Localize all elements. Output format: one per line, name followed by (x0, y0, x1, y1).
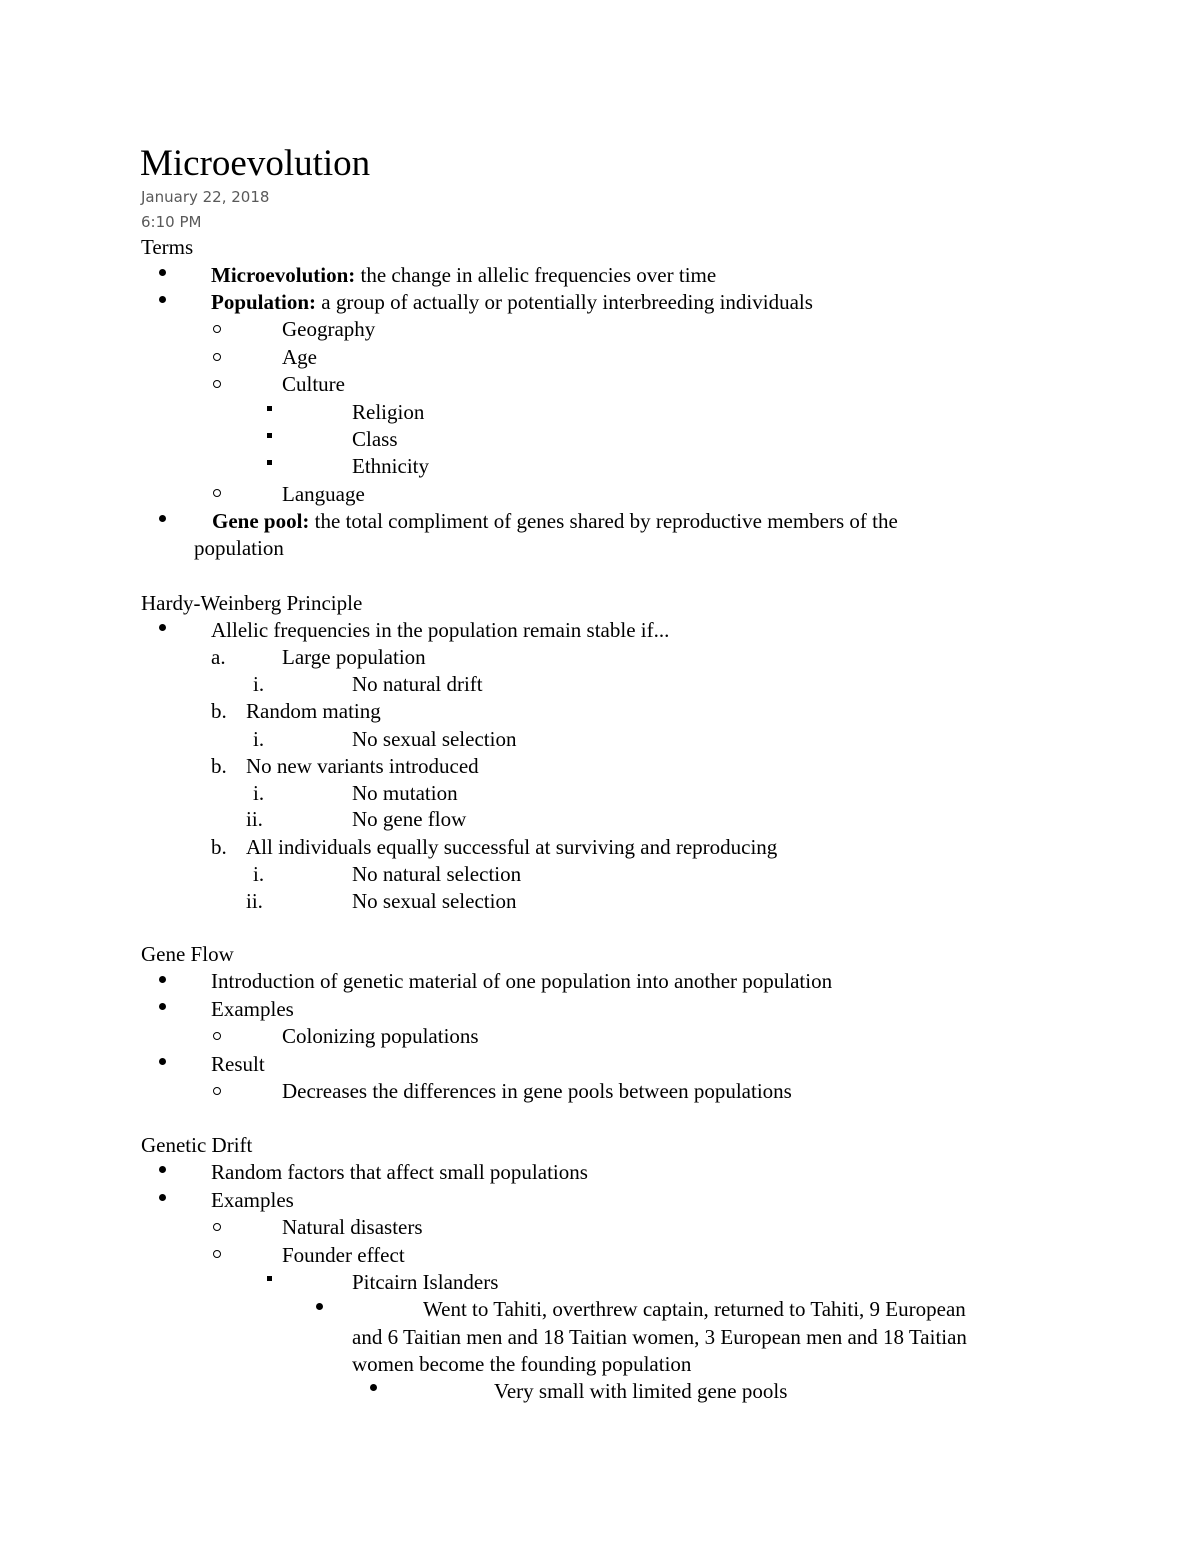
square-bullet-icon (267, 406, 272, 411)
square-bullet-icon (267, 433, 272, 438)
circle-bullet-icon (213, 1087, 221, 1095)
list-item: Allelic frequencies in the population remain stable if... (211, 618, 670, 642)
circle-bullet-icon (213, 489, 221, 497)
list-item: Language (282, 482, 365, 506)
page-title: Microevolution (140, 143, 371, 184)
list-item: Colonizing populations (282, 1024, 479, 1048)
list-item: Ethnicity (352, 454, 429, 478)
list-item: Class (352, 427, 398, 451)
note-time: 6:10 PM (141, 213, 202, 231)
list-marker: i. (253, 672, 265, 696)
bullet-icon (159, 1058, 166, 1065)
list-item-population (211, 289, 813, 316)
note-date: January 22, 2018 (141, 188, 270, 206)
section-heading-terms: Terms (141, 235, 194, 259)
list-item: Pitcairn Islanders (352, 1270, 499, 1294)
bullet-icon (159, 296, 166, 303)
condition-sub-item: No natural selection (352, 862, 522, 886)
list-item: Geography (282, 317, 376, 341)
square-bullet-icon (267, 460, 272, 465)
term-definition: a group of actually or potentially interbreeding individuals (316, 290, 813, 314)
term-definition: the change in allelic frequencies over time (355, 263, 717, 287)
story-line: Went to Tahiti, overthrew captain, returned to Tahiti, 9 European (423, 1297, 966, 1321)
list-marker: i. (253, 781, 265, 805)
list-item: Result (211, 1052, 265, 1076)
square-bullet-icon (267, 1276, 272, 1281)
list-item: Culture (282, 372, 345, 396)
circle-bullet-icon (213, 1223, 221, 1231)
section-heading-hardy-weinberg: Hardy-Weinberg Principle (141, 591, 363, 615)
story-line: women become the founding population (352, 1352, 692, 1376)
bullet-icon (159, 1003, 166, 1010)
list-item-gene-pool (212, 508, 898, 535)
condition-sub-item: No natural drift (352, 672, 483, 696)
condition-sub-item: No mutation (352, 781, 458, 805)
bullet-icon (159, 269, 166, 276)
circle-bullet-icon (213, 325, 221, 333)
list-marker: ii. (246, 889, 263, 913)
bullet-icon (159, 624, 166, 631)
list-item-microevolution (211, 262, 716, 289)
bullet-icon (159, 515, 166, 522)
list-item: Decreases the differences in gene pools between populations (282, 1079, 792, 1103)
list-item: Natural disasters (282, 1215, 423, 1239)
list-marker: b. (211, 835, 227, 859)
condition-sub-item: No sexual selection (352, 727, 517, 751)
term-label: Gene pool: (212, 509, 310, 533)
list-item: Very small with limited gene pools (494, 1379, 788, 1403)
term-label: Microevolution: (211, 263, 356, 287)
condition-item: No new variants introduced (246, 754, 479, 778)
circle-bullet-icon (213, 1032, 221, 1040)
condition-item: All individuals equally successful at surviving and reproducing (246, 835, 778, 859)
condition-sub-item: No sexual selection (352, 889, 517, 913)
list-item: Introduction of genetic material of one population into another population (211, 969, 833, 993)
bullet-icon (316, 1303, 323, 1310)
condition-sub-item: No gene flow (352, 807, 467, 831)
list-item: Examples (211, 1188, 294, 1212)
circle-bullet-icon (213, 353, 221, 361)
list-marker: b. (211, 754, 227, 778)
list-marker: i. (253, 862, 265, 886)
condition-item: Large population (282, 645, 426, 669)
list-item: Religion (352, 400, 425, 424)
bullet-icon (159, 976, 166, 983)
list-marker: i. (253, 727, 265, 751)
bullet-icon (159, 1166, 166, 1173)
term-definition-continued: population (194, 536, 284, 560)
list-marker: ii. (246, 807, 263, 831)
list-item: Age (282, 345, 317, 369)
circle-bullet-icon (213, 1250, 221, 1258)
list-marker: a. (211, 645, 226, 669)
list-item: Examples (211, 997, 294, 1021)
section-heading-gene-flow: Gene Flow (141, 942, 234, 966)
story-line: and 6 Taitian men and 18 Taitian women, 3 European men and 18 Taitian (352, 1325, 967, 1349)
list-item: Random factors that affect small populations (211, 1160, 588, 1184)
bullet-icon (159, 1194, 166, 1201)
bullet-icon (370, 1384, 377, 1391)
term-label: Population: (211, 290, 317, 314)
circle-bullet-icon (213, 380, 221, 388)
condition-item: Random mating (246, 699, 381, 723)
section-heading-genetic-drift: Genetic Drift (141, 1133, 253, 1157)
term-definition: the total compliment of genes shared by reproductive members of the (309, 509, 898, 533)
list-item: Founder effect (282, 1243, 405, 1267)
list-marker: b. (211, 699, 227, 723)
